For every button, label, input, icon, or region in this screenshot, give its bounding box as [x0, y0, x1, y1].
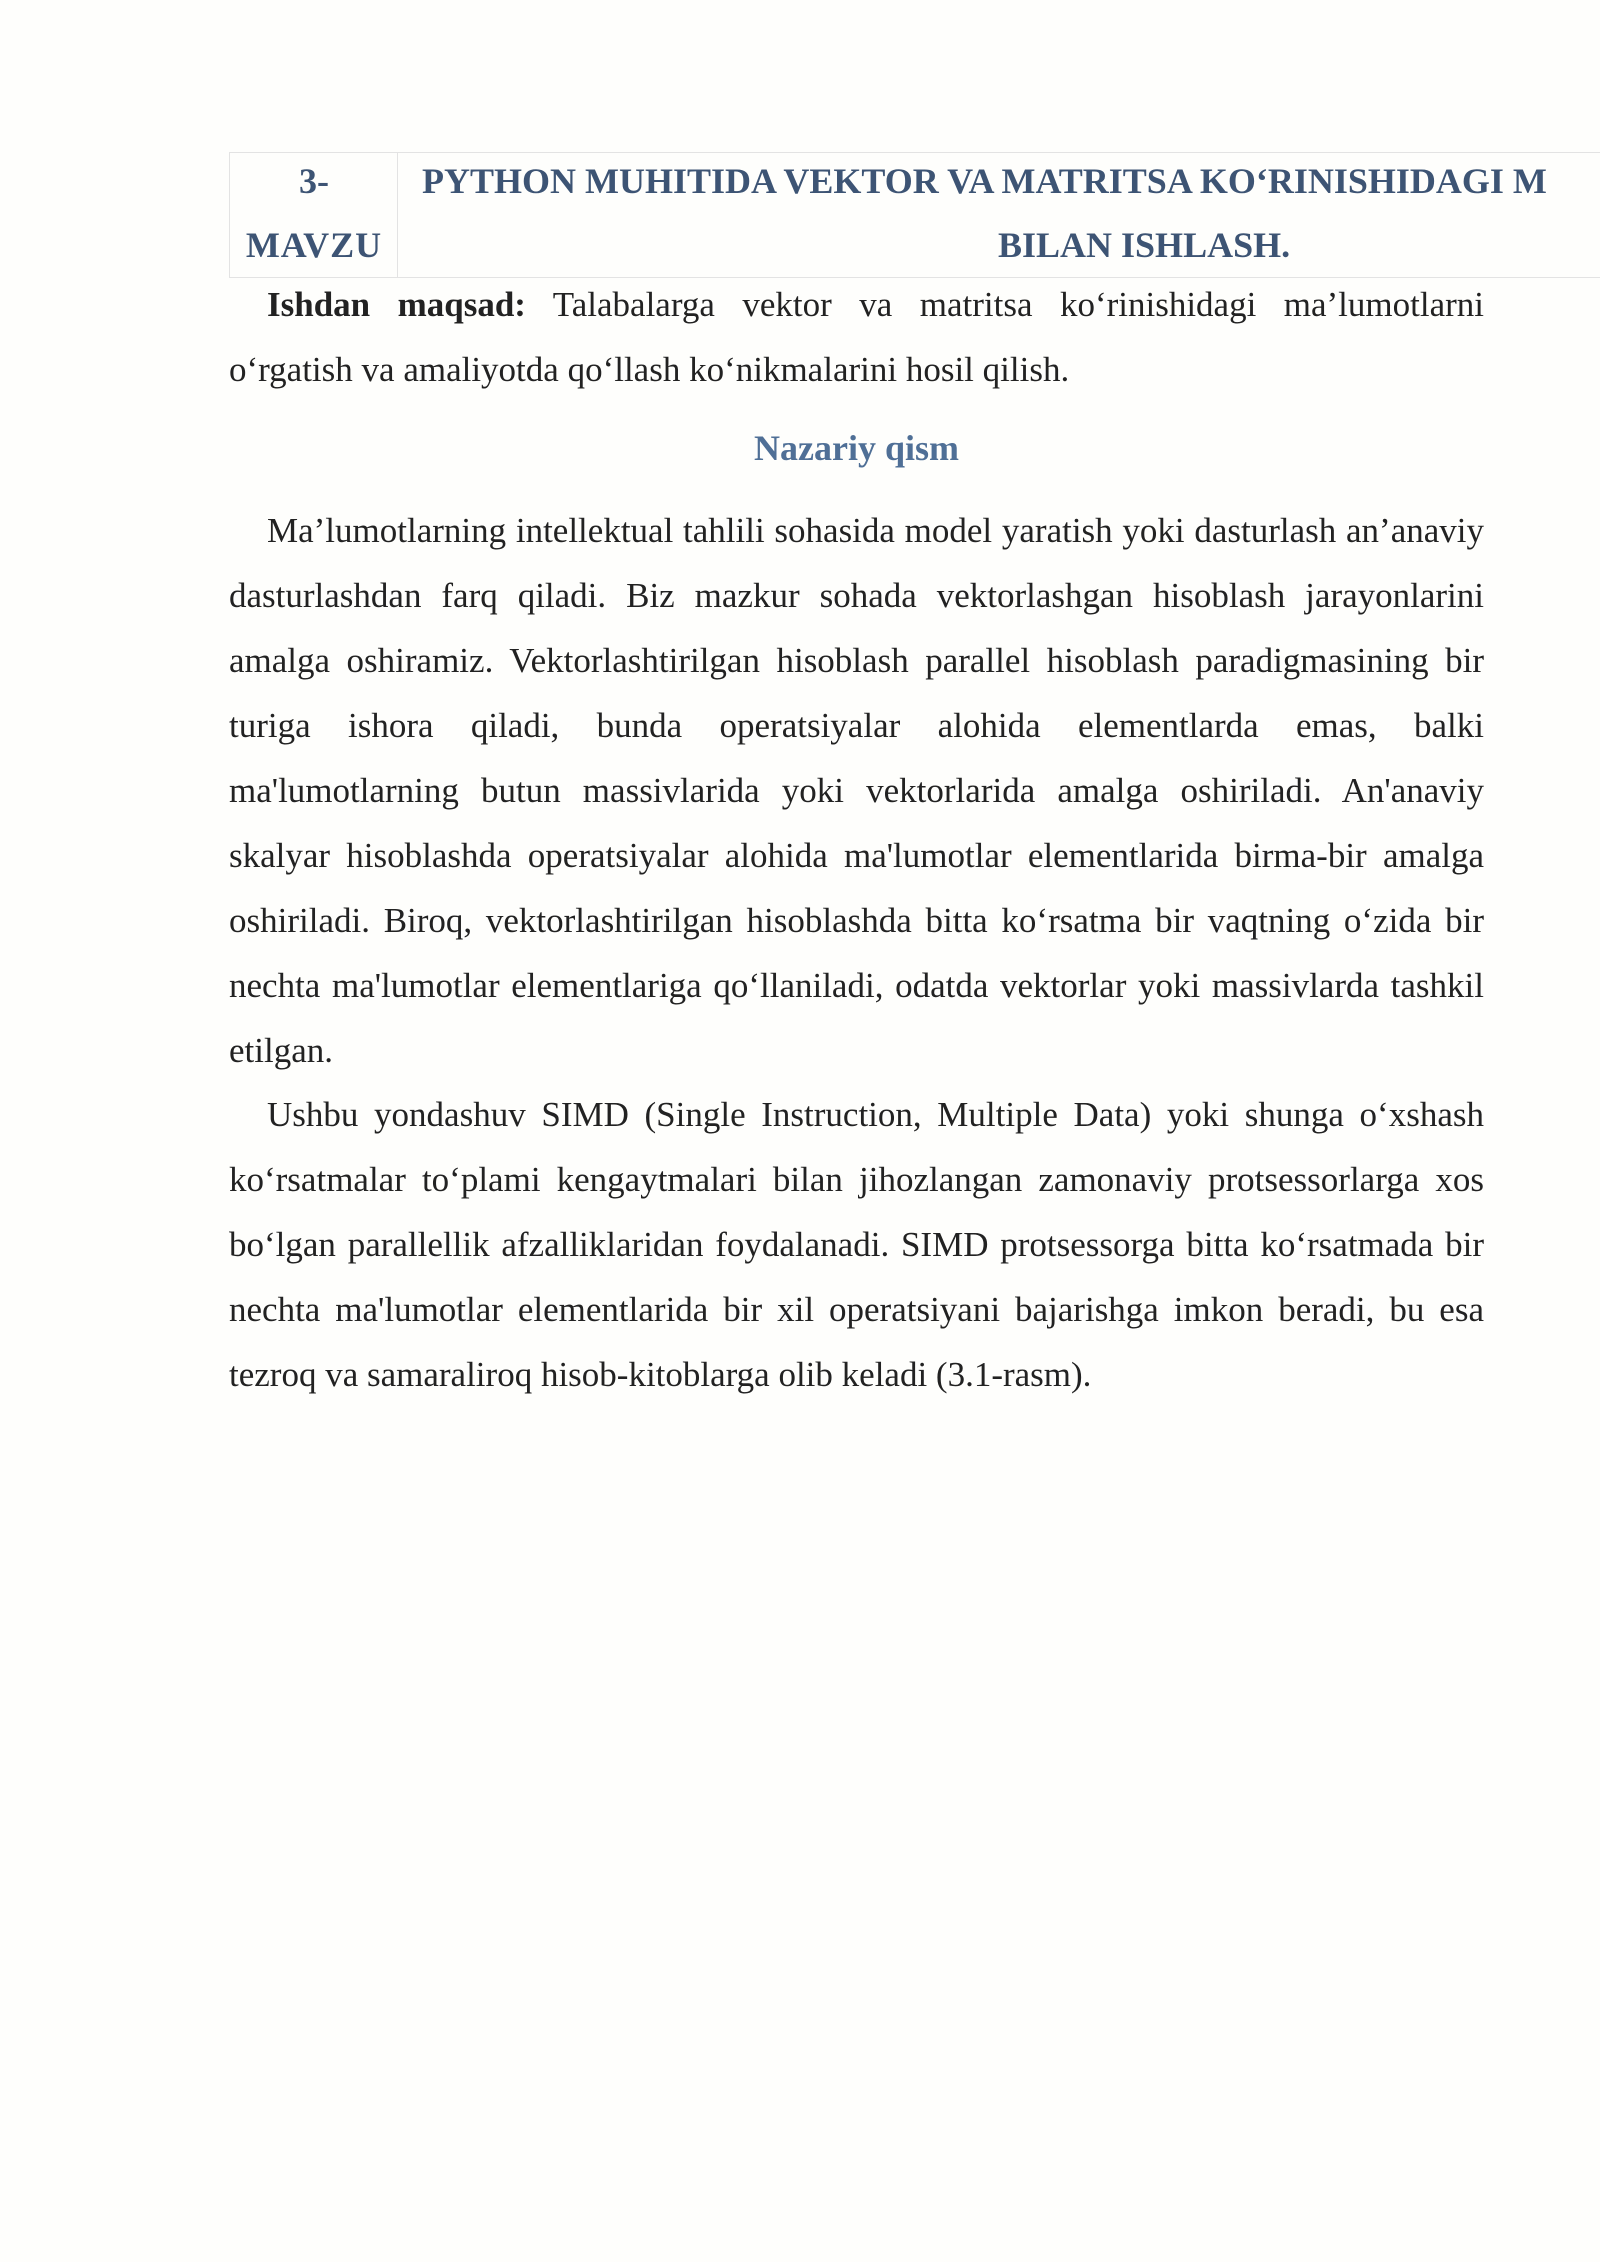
body-paragraph: Ushbu yondashuv SIMD (Single Instruction, Multiple Data) yoki shunga o‘xshash ko‘rsatmalar to‘plami kengaytmalari bilan jihozlangan zamonaviy protsessorlarga xos bo‘lgan parallellik afzalliklaridan foydalanadi. SIMD protsessorga bitta ko‘rsatmada bir nechta ma'lumotlar elementlarida bir xil operatsiyani bajarishga imkon beradi, bu esa tezroq va samaraliroq hisob-kitoblarga olib keladi (3.1-rasm).: [229, 1095, 1484, 1394]
topic-header-table: [229, 152, 1600, 278]
topic-label: MAVZU: [245, 225, 383, 265]
topic-number-cell: [230, 153, 398, 277]
section-heading: Nazariy qism: [754, 428, 959, 468]
goal-paragraph: [229, 272, 1484, 402]
topic-number: 3-: [299, 161, 329, 201]
body-paragraph: Ma’lumotlarning intellektual tahlili sohasida model yaratish yoki dasturlash an’anaviy dasturlashdan farq qiladi. Biz mazkur sohada vektorlashgan hisoblash jarayonlarini amalga oshiramiz. Vektorlashtirilgan hisoblash parallel hisoblash paradigmasining bir turiga ishora qiladi, bunda operatsiyalar alohida elementlarda emas, balki ma'lumotlarning butun massivlarida yoki vektorlarida amalga oshiriladi. An'anaviy skalyar hisoblashda operatsiyalar alohida ma'lumotlar elementlarida birma-bir amalga oshiriladi. Biroq, vektorlashtirilgan hisoblashda bitta ko‘rsatma bir vaqtning o‘zida bir nechta ma'lumotlar elementlariga qo‘llaniladi, odatda vektorlar yoki massivlarda tashkil etilgan.: [229, 511, 1484, 1070]
topic-title-line-2: BILAN ISHLASH.: [998, 225, 1291, 265]
topic-title-line-1: PYTHON MUHITIDA VEKTOR VA MATRITSA KO‘RINISHIDAGI M: [422, 161, 1547, 201]
goal-label: Ishdan maqsad:: [267, 285, 526, 324]
goal-text: Talabalarga vektor va matritsa ko‘rinishidagi ma’lumotlarni o‘rgatish va amaliyotda qo‘llash ko‘nikmalarini hosil qilish.: [229, 285, 1484, 389]
